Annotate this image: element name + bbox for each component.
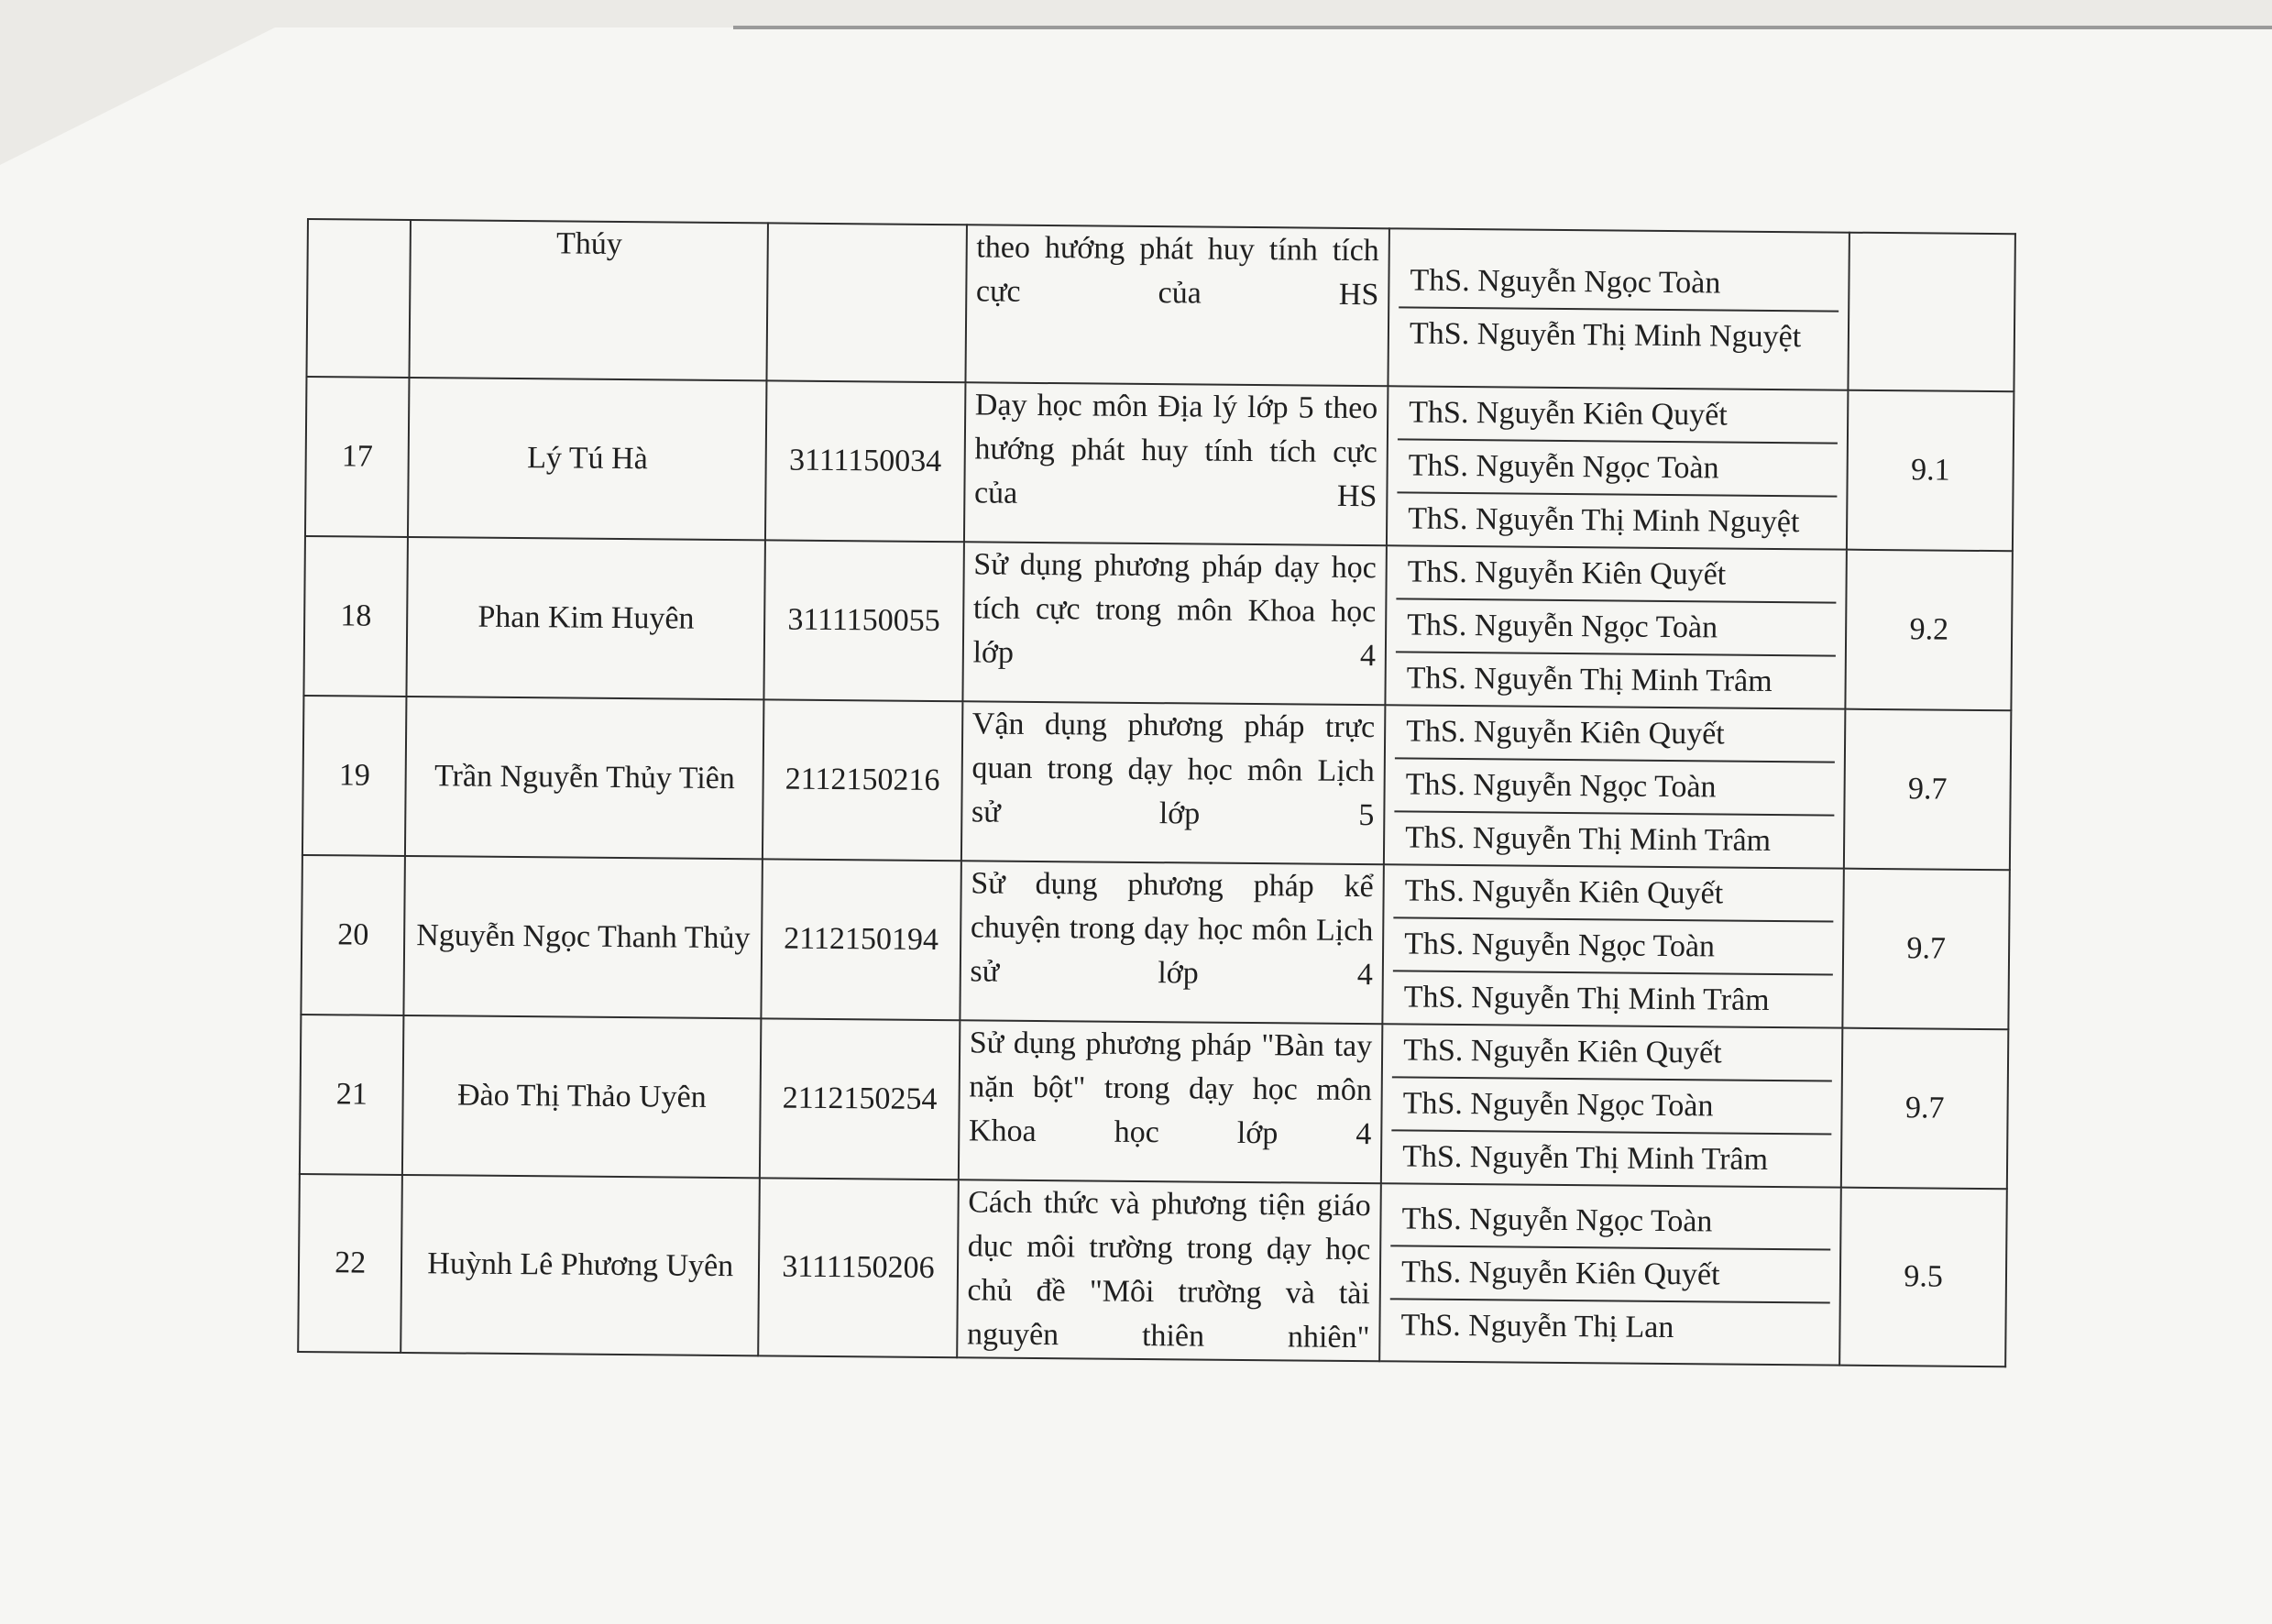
supervisor: ThS. Nguyễn Thị Minh Nguyệt	[1408, 501, 1800, 540]
supervisor: ThS. Nguyễn Kiên Quyết	[1393, 865, 1834, 922]
row-number: 22	[298, 1174, 402, 1353]
student-name: Phan Kim Huyên	[407, 537, 765, 699]
supervisors-cell	[1382, 864, 1844, 1027]
thesis-topic-text: Sử dụng phương pháp kể chuyện trong dạy học môn Lịch sử lớp 4	[970, 866, 1374, 993]
supervisor: ThS. Nguyễn Thị Minh Nguyệt	[1409, 316, 1802, 355]
student-id: 2112150216	[763, 699, 962, 861]
score: 9.7	[1841, 1028, 2008, 1190]
thesis-topic-text: Cách thức và phương tiện giáo dục môi trường trong dạy học chủ đề "Môi trường và tài nguyên thiên nhiên"	[966, 1185, 1371, 1355]
thesis-topic	[960, 861, 1384, 1024]
student-id: 3111150206	[758, 1178, 958, 1357]
student-name: Thúy	[410, 220, 768, 380]
row-number: 17	[305, 377, 410, 537]
student-name: Lý Tú Hà	[408, 378, 766, 540]
student-name: Đào Thị Thảo Uyên	[402, 1015, 761, 1178]
table-row	[300, 1015, 2008, 1189]
thesis-topic	[957, 1180, 1381, 1361]
row-number	[306, 219, 411, 378]
score: 9.7	[1844, 709, 2011, 871]
supervisor: ThS. Nguyễn Thị Minh Trâm	[1401, 1139, 1769, 1177]
thesis-topic-text: Sử dụng phương pháp "Bàn tay nặn bột" trong dạy học môn Khoa học lớp 4	[968, 1026, 1373, 1152]
row-number: 18	[303, 536, 408, 697]
supervisor: ThS. Nguyễn Ngọc Toàn	[1399, 255, 1839, 312]
supervisor: ThS. Nguyễn Ngọc Toàn	[1390, 1193, 1831, 1250]
student-id: 3111150055	[764, 540, 964, 701]
thesis-topic-text: Sử dụng phương pháp dạy học tích cực trong môn Khoa học lớp 4	[972, 547, 1377, 674]
table-row	[298, 1174, 2007, 1366]
table-row	[301, 855, 2009, 1029]
table-row	[306, 219, 2014, 391]
supervisor: ThS. Nguyễn Kiên Quyết	[1396, 546, 1837, 603]
thesis-topic	[959, 1020, 1383, 1183]
supervisor: ThS. Nguyễn Thị Minh Trâm	[1406, 661, 1773, 698]
row-number: 20	[301, 855, 405, 1015]
student-name: Nguyễn Ngọc Thanh Thủy	[404, 856, 763, 1018]
row-number: 21	[300, 1015, 404, 1175]
thesis-topic-text: Vận dụng phương pháp trực quan trong dạy học môn Lịch sử lớp 5	[971, 707, 1376, 833]
supervisors-cell	[1388, 228, 1849, 390]
thesis-results-table	[297, 218, 2016, 1367]
supervisor: ThS. Nguyễn Ngọc Toàn	[1394, 759, 1835, 816]
thesis-topic-text: theo hướng phát huy tính tích cực của HS	[975, 230, 1379, 313]
supervisor: ThS. Nguyễn Kiên Quyết	[1390, 1246, 1831, 1303]
supervisor: ThS. Nguyễn Thị Minh Trâm	[1405, 820, 1772, 858]
supervisors-cell	[1387, 386, 1849, 549]
thesis-topic	[964, 382, 1388, 545]
student-id: 2112150254	[760, 1018, 960, 1180]
supervisor: ThS. Nguyễn Ngọc Toàn	[1396, 599, 1837, 656]
score: 9.2	[1846, 550, 2013, 711]
score: 9.7	[1843, 869, 2010, 1030]
score: 9.1	[1847, 390, 2014, 552]
student-id: 3111150034	[765, 380, 965, 542]
supervisor: ThS. Nguyễn Thị Lan	[1400, 1308, 1674, 1345]
paper-edge	[733, 26, 2272, 29]
score: 9.5	[1839, 1188, 2006, 1367]
supervisor: ThS. Nguyễn Thị Minh Trâm	[1403, 980, 1770, 1017]
supervisor: ThS. Nguyễn Kiên Quyết	[1395, 706, 1836, 763]
supervisors-cell	[1381, 1024, 1843, 1187]
supervisors-cell	[1384, 705, 1846, 868]
supervisors-cell	[1379, 1183, 1841, 1365]
student-id	[767, 223, 967, 382]
supervisor: ThS. Nguyễn Kiên Quyết	[1392, 1025, 1833, 1081]
supervisors-cell	[1385, 545, 1847, 708]
supervisor: ThS. Nguyễn Ngọc Toàn	[1397, 440, 1838, 497]
supervisor: ThS. Nguyễn Ngọc Toàn	[1391, 1078, 1832, 1135]
score	[1849, 233, 2015, 392]
supervisor: ThS. Nguyễn Ngọc Toàn	[1393, 918, 1834, 975]
student-name: Huỳnh Lê Phương Uyên	[401, 1175, 760, 1355]
table-row	[303, 536, 2012, 710]
table-row	[305, 377, 2014, 551]
thesis-topic	[961, 701, 1386, 864]
supervisor: ThS. Nguyễn Kiên Quyết	[1398, 387, 1838, 444]
student-name: Trần Nguyễn Thủy Tiên	[405, 697, 763, 859]
row-number: 19	[302, 696, 407, 856]
thesis-topic	[962, 542, 1387, 705]
thesis-topic	[965, 225, 1389, 386]
student-id: 2112150194	[762, 859, 961, 1020]
thesis-topic-text: Dạy học môn Địa lý lớp 5 theo hướng phát huy tính tích cực của HS	[973, 388, 1378, 514]
table-row	[302, 696, 2011, 870]
